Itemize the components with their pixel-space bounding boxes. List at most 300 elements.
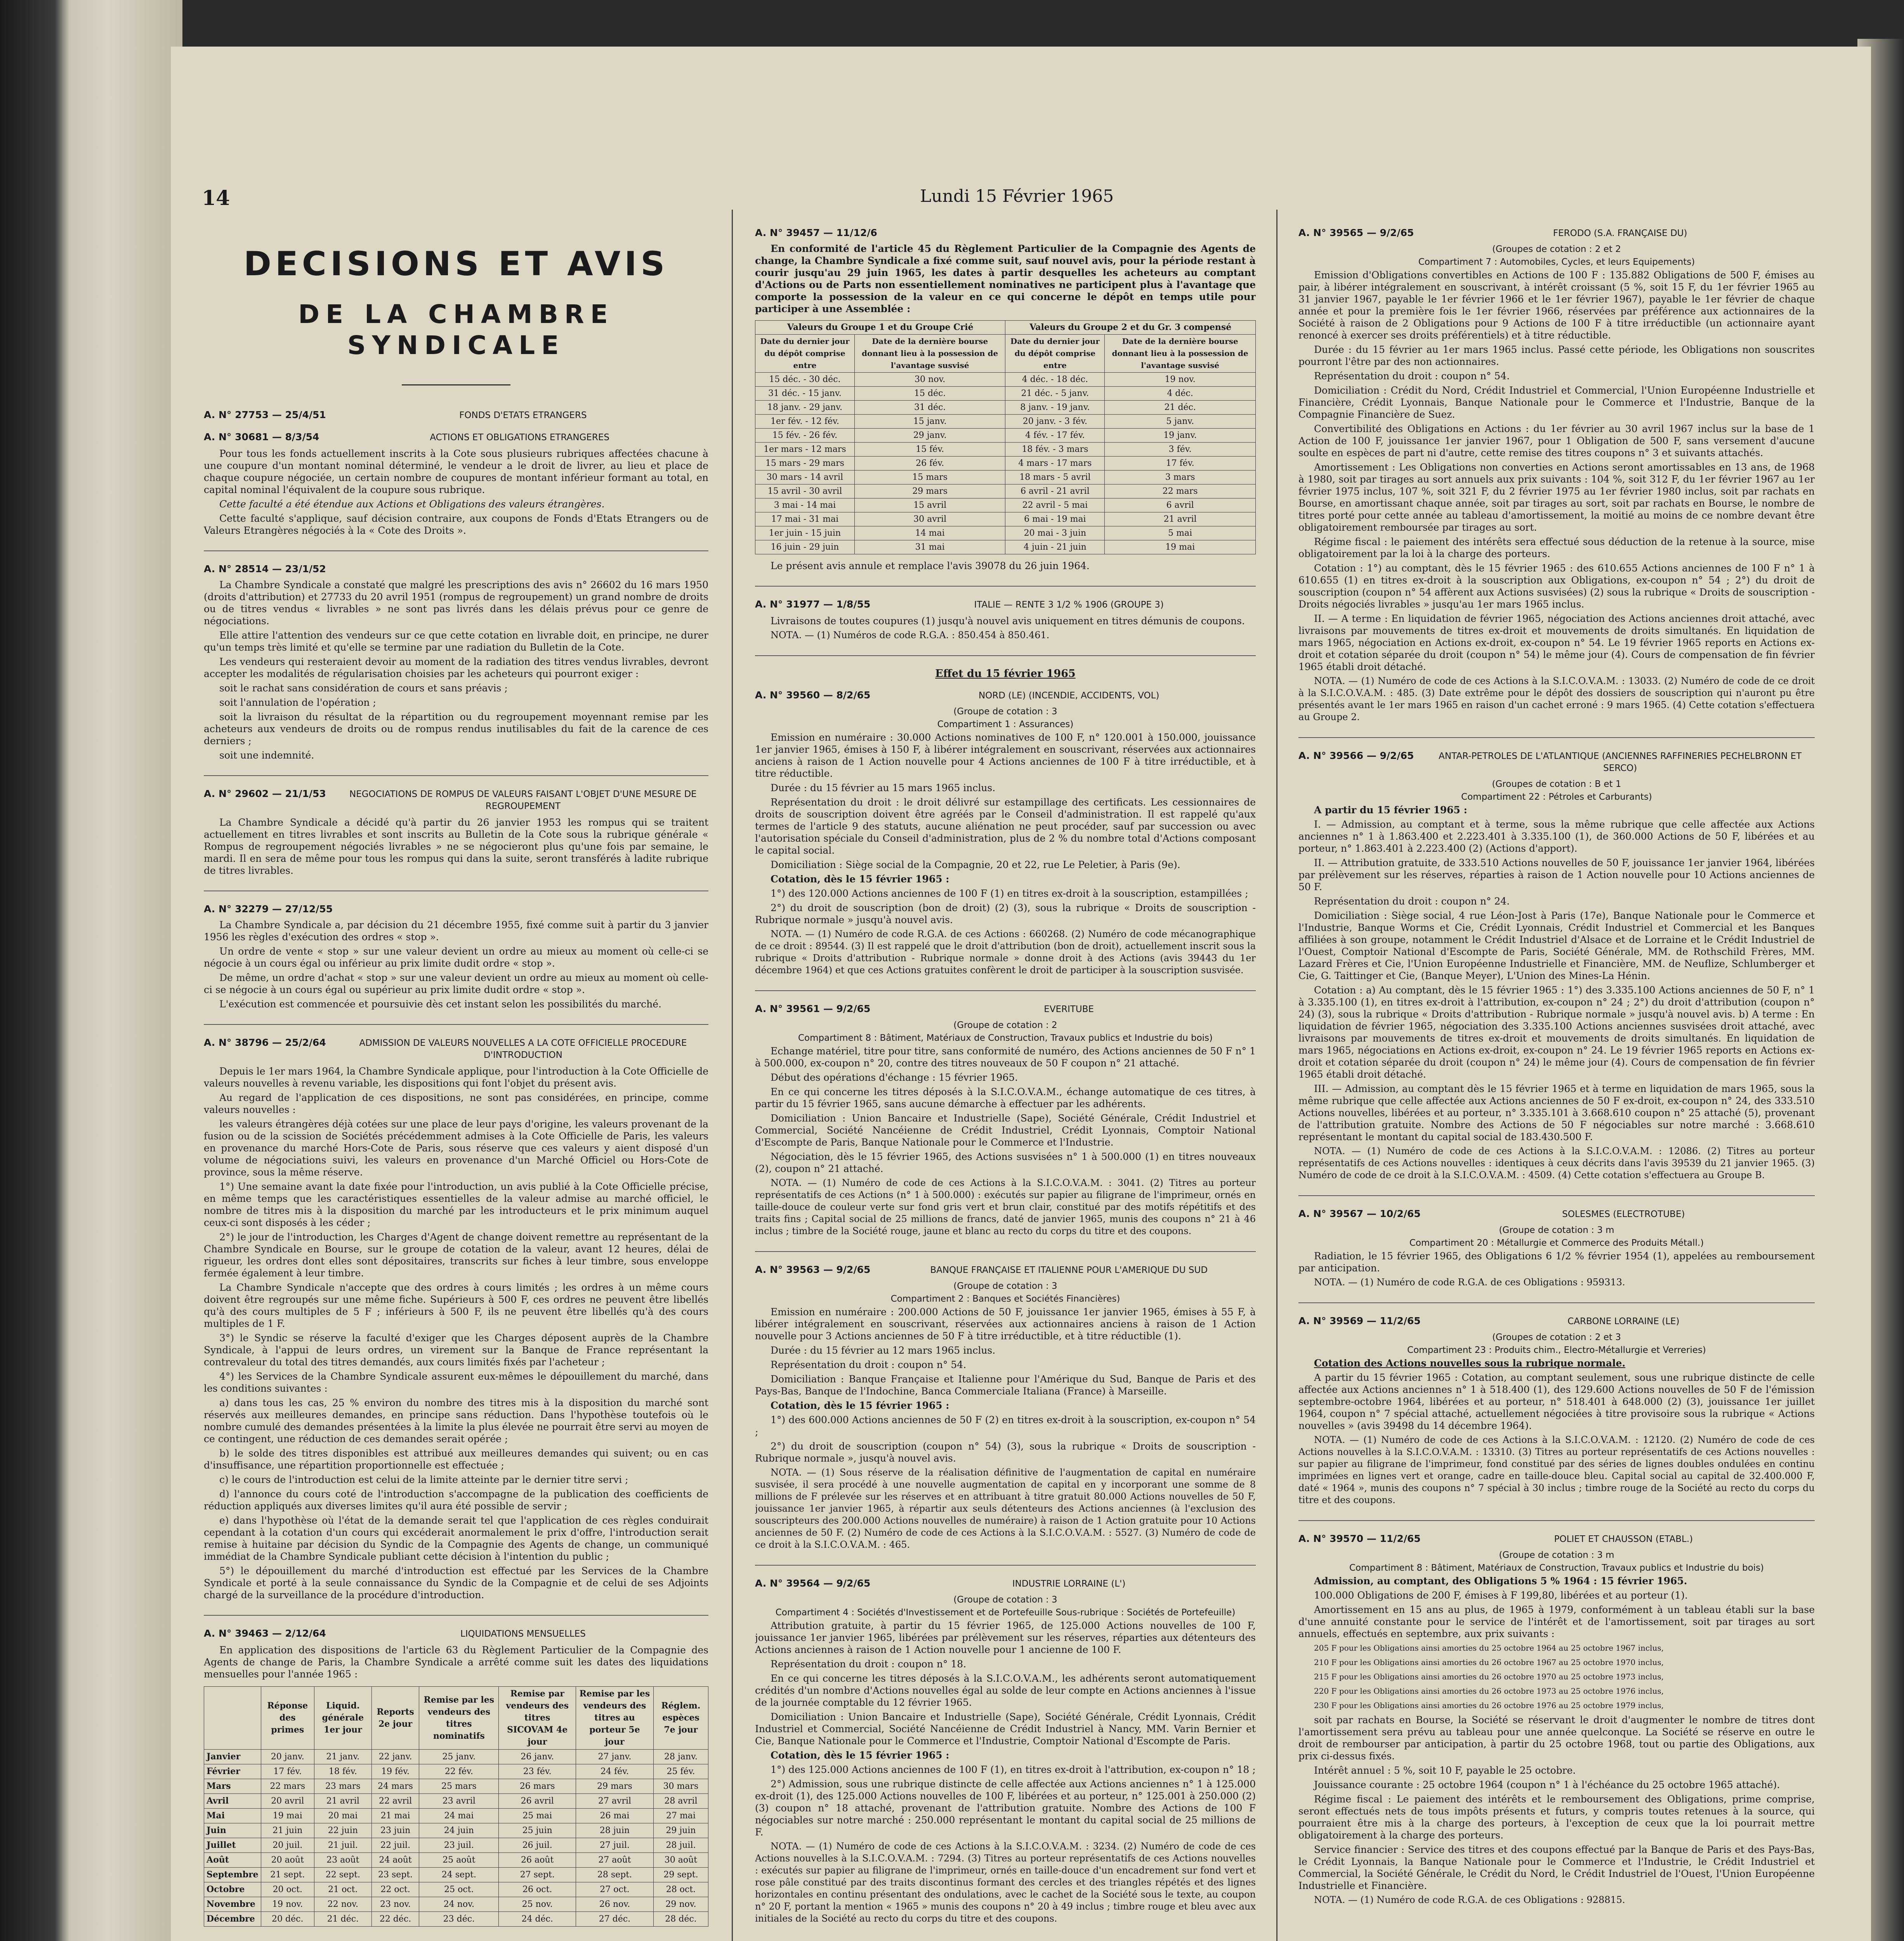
note: NOTA. — (1) Numéro de code R.G.A. de ces Obligations : 928815. (1314, 1894, 1625, 1905)
paragraph: Intérêt annuel : 5 %, soit 10 F, payable le 25 octobre. (1314, 1765, 1576, 1776)
paragraph: 3°) le Syndic se réserve la faculté d'exiger que les Charges déposent auprès de la Chambre Syndicale, à l'appui de leurs ordres, un virement sur la Banque de France représentant la contrevaleur du total des titres demandés, aux cours limités fixés par l'acheteur ; (204, 1332, 708, 1368)
paragraph: Cotation, dès le 15 février 1965 : (771, 1750, 949, 1761)
table-cell: 31 déc. - 15 janv. (755, 387, 855, 401)
paragraph: A partir du 15 février 1965 : Cotation, au comptant seulement, sous une rubrique distincte de celle affectée aux Actions anciennes n° 1 à 518.400 (1), des 129.600 Actions nouvelles de 50 F de l'émission septembre-octobre 1964, libérées et au porteur, n° 518.401 à 648.000 (2) (3), jouissance 1er juillet 1964, coupon n° 7 spécial attaché, actuellement négociées à titre provisoire sous la rubrique « Actions nouvelles » (avis 39498 du 14 décembre 1964). (1298, 1372, 1815, 1431)
list-item: 215 F pour les Obligations ainsi amorties du 26 octobre 1970 au 25 octobre 1973 inclus, (1314, 1672, 1664, 1681)
paragraph: Représentation du droit : coupon n° 18. (771, 1658, 967, 1670)
avis-subject: ACTIONS ET OBLIGATIONS ETRANGERES (430, 432, 610, 443)
table-header: Réponse des primes (261, 1687, 314, 1750)
avis-subject: CARBONE LORRAINE (LE) (1567, 1316, 1680, 1326)
avis-header (1298, 1208, 1815, 1221)
separator (1298, 737, 1815, 738)
avis-number: A. N° 28514 — 23/1/52 (204, 563, 326, 575)
paragraph: Emission d'Obligations convertibles en Actions de 100 F : 135.882 Obligations de 500 F, émises au pair, à libérer intégralement en souscrivant, à intérêt croissant (5 %, soit 15 F, du 1er février 1965 au 31 janvier 1967, payable le 1er février 1966 et le 1er février 1967), payable le 1er février de chaque année et pour la première fois le 1er février 1966, réservées par préférence aux actionnaires de la Société à raison de 2 Obligations pour 9 Actions de 100 F à titre irréductible (un actionnaire ayant renoncé à exercer ses droits préférentiels) et à titre réductible. (1298, 269, 1815, 341)
table-row (204, 1838, 708, 1853)
note: NOTA. — (1) Numéro de code R.G.A. de ces Actions : 660268. (2) Numéro de code mécanographique de ce droit : 89544. (3) Il est rappelé que le droit d'attribution (bon de droit), actuellement inscrit sous la rubrique « Droits d'attribution - Rubrique normale » donne droit à des Actions (avis 39443 du 1er décembre 1964) et que ces Actions gratuites confèrent le droit de participer à la souscription susvisée. (755, 929, 1256, 976)
table-cell: 29 mars (854, 484, 1005, 498)
table-header: Valeurs du Groupe 2 et du Gr. 3 compensé (1005, 321, 1256, 335)
table-cell: 25 août (419, 1853, 499, 1868)
avis-subject: POLIET ET CHAUSSON (ETABL.) (1554, 1534, 1693, 1544)
paragraph: d) l'annonce du cours coté de l'introduction s'accompagne de la publication des coefficients de réduction appliqués aux diverses limites qu'il aura été possible de servir ; (204, 1488, 708, 1512)
avis-subject: SOLESMES (ELECTROTUBE) (1562, 1209, 1685, 1219)
table-header (204, 1687, 261, 1750)
table-row (755, 498, 1256, 512)
avis-number: A. N° 27753 — 25/4/51 (204, 409, 326, 420)
paragraph: Emission en numéraire : 200.000 Actions de 50 F, jouissance 1er janvier 1965, émises à 55 F, à libérer intégralement en souscrivant, réservées aux actionnaires anciens à raison de 1 Action nouvelle pour 3 Actions anciennes de 50 F à titre irréductible, et à titre réductible (1). (755, 1306, 1256, 1342)
table-cell: 20 janv. (261, 1750, 314, 1764)
table-cell: 19 nov. (261, 1897, 314, 1912)
table-cell: Août (204, 1853, 261, 1868)
list-item: soit le rachat sans considération de cours et sans préavis ; (219, 682, 508, 694)
avis-header (1298, 227, 1815, 240)
paragraph: Livraisons de toutes coupures (1) jusqu'à nouvel avis uniquement en titres démunis de coupons. (771, 615, 1245, 627)
avis-number: A. N° 39560 — 8/2/65 (755, 689, 871, 701)
table-cell: 4 mars - 17 mars (1005, 457, 1105, 470)
table-row (755, 512, 1256, 526)
avis-subject: INDUSTRIE LORRAINE (L') (1012, 1579, 1126, 1589)
table-cell: 4 déc. - 18 déc. (1005, 373, 1105, 387)
avis-header (755, 598, 1256, 611)
table-cell: 26 oct. (499, 1882, 576, 1897)
table-cell: 27 juil. (576, 1838, 654, 1853)
separator (755, 655, 1256, 656)
paragraph: Amortissement en 15 ans au plus, de 1965 à 1979, conformément à un tableau établi sur la base d'une annuité constante pour le service de l'intérêt et de l'amortissement, soit par tirages au sort annuels, effectués en septembre, aux prix suivants : (1298, 1604, 1815, 1639)
paragraph: Négociation, dès le 15 février 1965, des Actions susvisées n° 1 à 500.000 (1) en titres nouveaux (2), coupon n° 21 attaché. (755, 1151, 1256, 1174)
avis-subject: NEGOCIATIONS DE ROMPUS DE VALEURS FAISANT L'OBJET D'UNE MESURE DE REGROUPEMENT (349, 789, 697, 811)
table-cell: 20 juil. (261, 1838, 314, 1853)
book-binding-edge (0, 0, 182, 1941)
table-cell: 24 déc. (499, 1912, 576, 1927)
table-cell: 27 janv. (576, 1750, 654, 1764)
avis-subject: LIQUIDATIONS MENSUELLES (460, 1629, 586, 1639)
table-cell: 19 fév. (371, 1764, 419, 1779)
paragraph: L'exécution est commencée et poursuivie dès cet instant selon les possibilités du marché. (219, 998, 662, 1010)
table-header-row (755, 321, 1256, 335)
newspaper-page (171, 47, 1871, 1941)
paragraph: Cotation : a) Au comptant, dès le 15 février 1965 : 1°) des 3.335.100 Actions anciennes de 50 F, n° 1 à 3.335.100 (1), en titres ex-droit à l'attribution, ex-coupon n° 24 ; 2°) du droit d'attribution (coupon n° 24) (3), sous la rubrique « Droits d'attribution - Rubrique normale » jusqu'à nouvel avis. b) A terme : En liquidation de février 1965, négociation des 3.335.100 Actions anciennes susvisées droit attaché, avec livraisons par mouvements de titres ex-droit et mouvements de droits simultanés. En liquidation de mars 1965, négociations en Actions ex-droit, ex-coupon n° 24. Le 19 février 1965 reports en Actions ex-droit et cotation séparée du droit (coupon n° 24) le même jour (4). Cours de compensation de fin février 1965 établi droit détaché. (1298, 984, 1815, 1080)
paragraph: Cotation : 1°) au comptant, dès le 15 février 1965 : des 610.655 Actions anciennes de 100 F n° 1 à 610.655 (1) en titres ex-droit à la souscription aux Obligations, ex-coupon n° 54 ; 2°) du droit de souscription (coupon n° 54 affèrent aux Actions susvisées) (2) sous la rubrique « Droits de souscription - Droits négociés livrables » jusqu'au 1er mars 1965 inclus. (1298, 563, 1815, 610)
table-cell: 26 janv. (499, 1750, 576, 1764)
table-header: Reports 2e jour (371, 1687, 419, 1750)
separator (1298, 1195, 1815, 1196)
list-item: 220 F pour les Obligations ainsi amorties du 26 octobre 1973 au 25 octobre 1976 inclus, (1314, 1686, 1664, 1696)
separator (755, 1565, 1256, 1566)
avis-number: A. N° 39566 — 9/2/65 (1298, 750, 1414, 761)
table-cell: 22 avril (371, 1794, 419, 1809)
avis-number: A. N° 39561 — 9/2/65 (755, 1003, 871, 1014)
avis-subject: ADMISSION DE VALEURS NOUVELLES A LA COTE OFFICIELLE PROCEDURE D'INTRODUCTION (359, 1038, 687, 1060)
table-cell: 30 nov. (854, 373, 1005, 387)
table-cell: 20 mai - 3 juin (1005, 526, 1105, 540)
table-cell: 20 mai (314, 1809, 371, 1823)
table-cell: Janvier (204, 1750, 261, 1764)
compartment: Compartiment 8 : Bâtiment, Matériaux de Construction, Travaux publics et Industrie du bois) (798, 1033, 1213, 1043)
table-cell: 8 janv. - 19 janv. (1005, 401, 1105, 415)
table-cell: 28 juin (576, 1823, 654, 1838)
column-2 (755, 217, 1256, 1941)
table-cell: 23 sept. (371, 1868, 419, 1882)
table-cell: 27 oct. (576, 1882, 654, 1897)
paragraph: Service financier : Service des titres et des coupons effectué par la Banque de Paris et des Pays-Bas, le Crédit Lyonnais, la Banque Nationale pour le Commerce et l'Industrie, le Crédit Industriel et Commercial, la Société Générale, le Crédit du Nord, le Crédit Industriel de l'Ouest, l'Union Européenne Industrielle et Financière. (1298, 1844, 1815, 1891)
page-number: 14 (202, 186, 230, 210)
paragraph: Cette faculté a été étendue aux Actions et Obligations des valeurs étrangères. (219, 498, 605, 510)
table-row (204, 1912, 708, 1927)
table-cell: 5 mai (1105, 526, 1256, 540)
table-cell: 21 déc. (1105, 401, 1256, 415)
table-cell: 26 mars (499, 1779, 576, 1794)
paragraph: Représentation du droit : le droit délivré sur estampillage des certificats. Les cessionnaires de droits de souscription doivent être agréés par le Conseil d'administration. Il est rappelé qu'aux termes de l'article 9 des statuts, aucune aliénation ne peut procéder, sauf par succession ou avec l'autorisation spéciale du Conseil d'administration, plus de 2 % du nombre total d'Actions composant le capital social. (755, 797, 1256, 856)
table-cell: 28 juil. (653, 1838, 708, 1853)
paragraph: Domiciliation : Crédit du Nord, Crédit Industriel et Commercial, l'Union Européenne Industrielle et Financière, Crédit Lyonnais, Banque Nationale pour le Commerce et l'Industrie, Banque de la Compagnie Financière de Suez. (1298, 385, 1815, 420)
avis-number: A. N° 39564 — 9/2/65 (755, 1578, 871, 1589)
note: NOTA. — (1) Numéros de code R.G.A. : 850.454 à 850.461. (771, 630, 1050, 641)
table-row (755, 429, 1256, 443)
table-cell: 26 avril (499, 1794, 576, 1809)
table-cell: 23 fév. (499, 1764, 576, 1779)
table-cell: 22 juin (314, 1823, 371, 1838)
list-item: soit l'annulation de l'opération ; (219, 697, 376, 708)
avis-subject: ANTAR-PETROLES DE L'ATLANTIQUE (ANCIENNES RAFFINERIES PECHELBRONN ET SERCO) (1439, 751, 1802, 773)
table-cell: 21 avril (314, 1794, 371, 1809)
table-cell: 22 oct. (371, 1882, 419, 1897)
paragraph: De même, un ordre d'achat « stop » sur une valeur devient un ordre au mieux au moment où celle-ci se négocie à un cours égal ou supérieur au prix limite dudit ordre « stop ». (204, 972, 708, 995)
column-1 (204, 217, 708, 1941)
paragraph: La Chambre Syndicale a, par décision du 21 décembre 1955, fixé comme suit à partir du 3 janvier 1956 les règles d'exécution des ordres « stop ». (204, 919, 708, 943)
table-cell: 27 août (576, 1853, 654, 1868)
paragraph: 1°) Une semaine avant la date fixée pour l'introduction, un avis publié à la Cote Officielle précise, en même temps que les caractéristiques essentielles de la valeur admise au marché officiel, le nombre de titres mis à la disposition du marché par les introducteurs et le prix minimum auquel ceux-ci sont disposés à les céder ; (204, 1181, 708, 1228)
table-cell: 27 mai (653, 1809, 708, 1823)
table-cell: 15 déc. (854, 387, 1005, 401)
avis-number: A. N° 30681 — 8/3/54 (204, 431, 319, 443)
paragraph: 2°) le jour de l'introduction, les Charges d'Agent de change doivent remettre au représentant de la Chambre Syndicale en Bourse, sur le groupe de cotation de la valeur, avant 12 heures, délai de rigueur, les ordres dont elles sont dépositaires, transcrits sur fiches à leur timbre, sous enveloppe fermée également à leur timbre. (204, 1231, 708, 1279)
table-body (755, 373, 1256, 554)
table-cell: 25 oct. (419, 1882, 499, 1897)
avis-number: A. N° 39570 — 11/2/65 (1298, 1533, 1421, 1544)
cotation-group: (Groupe de cotation : 3 (953, 707, 1057, 717)
paragraph: En ce qui concerne les titres déposés à la S.I.C.O.V.A.M., échange automatique de ces titres, à partir du 15 février 1965, sans aucune démarche à effectuer par les adhérents. (755, 1086, 1256, 1109)
table-cell: 28 oct. (653, 1882, 708, 1897)
table-row (204, 1750, 708, 1764)
table-cell: 29 sept. (653, 1868, 708, 1882)
table-cell: 15 janv. (854, 415, 1005, 429)
title-rule (402, 384, 510, 385)
table-header: Liquid. générale 1er jour (314, 1687, 371, 1750)
paragraph: En conformité de l'article 45 du Règlement Particulier de la Compagnie des Agents de change, la Chambre Syndicale a fixé comme suit, sauf nouvel avis, pour la période restant à courir jusqu'au 29 juin 1965, les dates à partir desquelles les acheteurs au comptant d'Actions ou de Parts non essentiellement nominatives ne participent plus à l'avantage que comporte la possession de la valeur en ce qui concerne le dépôt en temps utile pour participer à une Assemblée : (755, 243, 1256, 314)
table-cell: 24 nov. (419, 1897, 499, 1912)
paragraph: I. — Admission, au comptant et à terme, sous la même rubrique que celle affectée aux Actions anciennes n° 1 à 1.863.400 et 2.223.401 à 3.335.100 (1), de 360.000 Actions de 50 F, libérées et au porteur, n° 1.863.401 à 2.223.400 (2) (Actions d'apport). (1298, 819, 1815, 854)
compartment: Compartiment 2 : Banques et Sociétés Financières) (890, 1294, 1120, 1304)
paragraph: Domiciliation : Union Bancaire et Industrielle (Sape), Société Générale, Crédit Lyonnais, Crédit Industriel et Commercial, Société Nancéienne de Crédit Industriel à Nancy, MM. Varin Bernier et Cie, Banque Nationale pour le Commerce et l'Industrie, Comptoir National d'Escompte de Paris. (755, 1711, 1256, 1747)
table-cell: 26 juil. (499, 1838, 576, 1853)
paragraph: 4°) les Services de la Chambre Syndicale assurent eux-mêmes le dépouillement du marché, dans les conditions suivantes : (204, 1371, 708, 1394)
paragraph: Les vendeurs qui resteraient devoir au moment de la radiation des titres vendus livrables, devront accepter les modalités de régularisation choisies par les acheteurs qui pourront exiger : (204, 656, 708, 679)
avis-subject: FONDS D'ETATS ETRANGERS (459, 410, 587, 420)
paragraph: a) dans tous les cas, 25 % environ du nombre des titres mis à la disposition du marché sont réservés aux meilleures demandes, en principe sans réduction. Dans l'hypothèse toutefois où le nombre cumulé des demandes présentées à la limite la plus élevée ne pourrait être servi au moyen de ce contingent, une réduction de ces demandes serait opérée ; (204, 1397, 708, 1444)
table-cell: Décembre (204, 1912, 261, 1927)
avis-header (204, 409, 708, 422)
avis-header (1298, 1533, 1815, 1545)
table-cell: 24 août (371, 1853, 419, 1868)
table-cell: 31 mai (854, 540, 1005, 554)
table-header: Remise par les vendeurs des titres nominatifs (419, 1687, 499, 1750)
table-cell: 29 nov. (653, 1897, 708, 1912)
paragraph: La Chambre Syndicale a constaté que malgré les prescriptions des avis n° 26602 du 16 mars 1950 (droits d'attribution) et 27733 du 20 avril 1951 (rompus de regroupement) un grand nombre de droits ou de titres vendus « livrables » ne sont pas livrés dans les délais prévus pour ce genre de négociations. (204, 579, 708, 627)
table-header-row (204, 1687, 708, 1750)
table-row (755, 387, 1256, 401)
table-header: Date de la dernière bourse donnant lieu à la possession de l'avantage susvisé (1105, 335, 1256, 373)
table-cell: 31 déc. (854, 401, 1005, 415)
table-cell: 29 janv. (854, 429, 1005, 443)
running-head-date: Lundi 15 Février 1965 (920, 186, 1114, 206)
table-cell: 3 mai - 14 mai (755, 498, 855, 512)
table-cell: 17 fév. (1105, 457, 1256, 470)
paragraph: Domiciliation : Siège social de la Compagnie, 20 et 22, rue Le Peletier, à Paris (9e). (771, 859, 1180, 870)
avis-header (204, 431, 708, 444)
avis-header (204, 903, 708, 915)
avis-subject: BANQUE FRANÇAISE ET ITALIENNE POUR L'AMERIQUE DU SUD (930, 1265, 1208, 1275)
table-cell: 16 juin - 29 juin (755, 540, 855, 554)
table-cell: 25 fév. (653, 1764, 708, 1779)
list-item: 230 F pour les Obligations ainsi amorties du 26 octobre 1976 au 25 octobre 1979 inclus, (1314, 1701, 1664, 1710)
paragraph: Représentation du droit : coupon n° 54. (771, 1359, 967, 1370)
table-cell: 21 sept. (261, 1868, 314, 1882)
paragraph: 1°) des 600.000 Actions anciennes de 50 F (2) en titres ex-droit à la souscription, ex-coupon n° 54 ; (755, 1414, 1256, 1438)
table-row (204, 1823, 708, 1838)
table-cell: 23 juin (371, 1823, 419, 1838)
table-cell: 18 fév. - 3 mars (1005, 443, 1105, 457)
table-cell: 3 mars (1105, 470, 1256, 484)
paragraph: e) dans l'hypothèse où l'état de la demande serait tel que l'application de ces règles conduirait cependant à la cotation d'un cours qui excéderait anormalement le prix d'offre, l'introduction serait remise à huitaine par décision du Syndic de la Compagnie des Agents de change, un communiqué immédiat de la Chambre Syndicale publiant cette décision à l'intention du public ; (204, 1515, 708, 1562)
table-cell: 17 fév. (261, 1764, 314, 1779)
table-header: Valeurs du Groupe 1 et du Groupe Crié (755, 321, 1005, 335)
table-row (755, 540, 1256, 554)
compartment: Compartiment 20 : Métallurgie et Commerce des Produits Métall.) (1409, 1238, 1704, 1248)
table-cell: 29 juin (653, 1823, 708, 1838)
note: NOTA. — (1) Numéro de code de ces Actions à la S.I.C.O.V.A.M. : 12120. (2) Numéro de code de ces Actions nouvelles à la S.I.C.O.V.A.M. : 13310. (3) Titres au porteur représentatifs de ces Actions nouvelles : sur papier au filigrane de l'imprimeur, fond constitué par des séries de lignes doubles ondulées en continu imprimées en lignes vert et orange, cadre en taille-douce bleu. Capital social au capital de 32.400.000 F, daté « 1964 », munis des coupons n° 7 spécial à 30 inclus ; timbre rouge de la Société au recto du corps du titre et des coupons. (1298, 1434, 1815, 1505)
table-row (204, 1779, 708, 1794)
table-cell: 21 déc. (314, 1912, 371, 1927)
paragraph: La Chambre Syndicale a décidé qu'à partir du 26 janvier 1953 les rompus qui se traitent actuellement en titres livrables et sont inscrits au Bulletin de la Cote sous la rubrique générale « Rompus de regroupement négociés livrables » ne se négocieront plus qu'une fois par semaine, le mardi. Il en sera de même pour tous les rompus qui dans la suite, seront transférés à ladite rubrique de titres livrables. (204, 817, 708, 876)
table-header-row (755, 335, 1256, 373)
table-cell: 4 déc. (1105, 387, 1256, 401)
assembly-dates-table (755, 320, 1256, 554)
table-cell: 27 avril (576, 1794, 654, 1809)
note: NOTA. — (1) Numéro de code de ces Actions à la S.I.C.O.V.A.M. : 12086. (2) Titres au porteur représentatifs de ces Actions nouvelles : identiques à ceux décrits dans l'avis 39539 du 21 janvier 1965. (3) Numéro de code de ce droit à la S.I.C.O.V.A.M. : 4509. (4) Cette cotation s'effectuera au Groupe B. (1298, 1146, 1815, 1181)
table-cell: 23 mars (314, 1779, 371, 1794)
paragraph: Représentation du droit : coupon n° 24. (1314, 896, 1510, 907)
paragraph: Durée : du 15 février au 15 mars 1965 inclus. (771, 782, 996, 793)
table-cell: 22 sept. (314, 1868, 371, 1882)
avis-number: A. N° 39567 — 10/2/65 (1298, 1208, 1421, 1219)
table-header: Date du dernier jour du dépôt comprise entre (1005, 335, 1105, 373)
table-cell: 22 déc. (371, 1912, 419, 1927)
table-cell: 4 fév. - 17 fév. (1005, 429, 1105, 443)
note: NOTA. — (1) Numéro de code de ces Actions à la S.I.C.O.V.A.M. : 3234. (2) Numéro de code de ces Actions nouvelles à la S.I.C.O.V.A.M. : 7294. (3) Titres au porteur représentatifs de ces Actions nouvelles : exécutés sur papier au filigrane de l'imprimeur, ornés en taille-douce d'un encadrement sur fond vert et rose pâle constitué par des traits discontinus formant des cercles et des triangles répétés et des lignes horizontales en continu présentant des ondulations, avec le cachet de la Société sous le texte, au coupon n° 20 F, portant la mention « 1965 » munis des coupons n° 20 à 49 inclus ; timbre rouge et bleu avec aux initiales de la Société au recto du corps du titre et des coupons. (755, 1841, 1256, 1924)
avis-subject: ITALIE — RENTE 3 1/2 % 1906 (GROUPE 3) (974, 600, 1164, 610)
table-header: Remise par vendeurs des titres SICOVAM 4e jour (499, 1687, 576, 1750)
paragraph: 2°) du droit de souscription (coupon n° 54) (3), sous la rubrique « Droits de souscription - Rubrique normale », jusqu'à nouvel avis. (755, 1441, 1256, 1464)
cotation-group: (Groupe de cotation : 3 (953, 1595, 1057, 1605)
paragraph: A partir du 15 février 1965 : (1314, 804, 1467, 816)
table-cell: 20 janv. - 3 fév. (1005, 415, 1105, 429)
table-cell: 3 fév. (1105, 443, 1256, 457)
compartment: Compartiment 8 : Bâtiment, Matériaux de Construction, Travaux publics et Industrie du bois) (1349, 1563, 1764, 1573)
compartment: Compartiment 7 : Automobiles, Cycles, et leurs Equipements) (1418, 257, 1695, 267)
table-cell: 30 mars (653, 1779, 708, 1794)
table-cell: 15 mars - 29 mars (755, 457, 855, 470)
table-cell: 15 avril - 30 avril (755, 484, 855, 498)
separator (204, 1024, 708, 1025)
paragraph: Durée : du 15 février au 1er mars 1965 inclus. Passé cette période, les Obligations non souscrites pourront l'être par des non actionnaires. (1298, 344, 1815, 367)
table-cell: 24 fév. (576, 1764, 654, 1779)
table-cell: 25 mai (499, 1809, 576, 1823)
paragraph: II. — Attribution gratuite, de 333.510 Actions nouvelles de 50 F, jouissance 1er janvier 1964, libérées par prélèvement sur les réserves, réparties à raison de 1 Action nouvelle pour 10 Actions anciennes de 50 F. (1298, 857, 1815, 892)
table-cell: 26 août (499, 1853, 576, 1868)
table-header: Remise par les vendeurs des titres au porteur 5e jour (576, 1687, 654, 1750)
avis-number: A. N° 39457 — 11/12/6 (755, 227, 877, 238)
avis-header (1298, 750, 1815, 774)
paragraph: les valeurs étrangères déjà cotées sur une place de leur pays d'origine, les valeurs provenant de la fusion ou de la scission de Sociétés précédemment admises à la Cote Officielle de Paris, les valeurs en provenance du marché Hors-Cote de Paris, sous réserve que ces valeurs y aient disposé d'un volume de négociations suivi, les valeurs en provenance d'un Marché Officiel ou Hors-Cote de province, sous la même réserve. (204, 1118, 708, 1178)
table-cell: 23 nov. (371, 1897, 419, 1912)
paragraph: Admission, au comptant, des Obligations 5 % 1964 : 15 février 1965. (1314, 1575, 1687, 1587)
table-cell: 19 mai (261, 1809, 314, 1823)
table-cell: Juillet (204, 1838, 261, 1853)
paragraph: La Chambre Syndicale n'accepte que des ordres à cours limités ; les ordres à un même cours doivent être regroupés sur une même fiche. Supérieurs à 500 F, ces ordres ne peuvent être libellés qu'à des cours multiples de 5 F ; inférieurs à 500 F, ils ne peuvent être libellés qu'à des cours multiples de 1 F. (204, 1282, 708, 1329)
avis-header (204, 788, 708, 813)
compartment: Compartiment 4 : Sociétés d'Investissement et de Portefeuille Sous-rubrique : Sociétés de Portefeuille) (775, 1608, 1236, 1618)
table-cell: 22 fév. (419, 1764, 499, 1779)
table-cell: 30 mars - 14 avril (755, 470, 855, 484)
cotation-group: (Groupes de cotation : 2 et 2 (1492, 244, 1621, 254)
table-cell: Octobre (204, 1882, 261, 1897)
paragraph: 100.000 Obligations de 200 F, émises à F 199,80, libérées et au porteur (1). (1314, 1590, 1688, 1601)
table-cell: 23 août (314, 1853, 371, 1868)
table-cell: 26 mai (576, 1809, 654, 1823)
table-cell: Mars (204, 1779, 261, 1794)
table-cell: Avril (204, 1794, 261, 1809)
separator (755, 990, 1256, 991)
note: NOTA. — (1) Numéro de code R.G.A. de ces Obligations : 959313. (1314, 1277, 1625, 1288)
avis-header (1298, 1315, 1815, 1328)
table-header: Réglem. espèces 7e jour (653, 1687, 708, 1750)
table-row (755, 470, 1256, 484)
main-title: DECISIONS ET AVIS (243, 245, 669, 283)
table-cell: Juin (204, 1823, 261, 1838)
table-cell: 28 janv. (653, 1750, 708, 1764)
paragraph: Jouissance courante : 25 octobre 1964 (coupon n° 1 à l'échéance du 25 octobre 1965 attaché). (1314, 1779, 1780, 1790)
paragraph: Emission en numéraire : 30.000 Actions nominatives de 100 F, n° 120.001 à 150.000, jouissance 1er janvier 1965, émises à 150 F, à libérer intégralement en souscrivant, réservées aux actionnaires anciens à raison de 1 Action nouvelle pour 4 Actions anciennes de 100 F à titre irréductible, et à titre réductible. (755, 732, 1256, 779)
paragraph: 5°) le dépouillement du marché d'introduction est effectué par les Services de la Chambre Syndicale et porté à la seule connaissance du Syndic de la Compagnie et de celui de ses Adjoints chargé de la surveillance de la procédure d'introduction. (204, 1565, 708, 1601)
avis-number: A. N° 32279 — 27/12/55 (204, 903, 333, 915)
paragraph: Représentation du droit : coupon n° 54. (1314, 370, 1510, 382)
table-cell: 1er fév. - 12 fév. (755, 415, 855, 429)
avis-number: A. N° 29602 — 21/1/53 (204, 788, 326, 799)
table-cell: 5 janv. (1105, 415, 1256, 429)
list-item: 210 F pour les Obligations ainsi amorties du 26 octobre 1967 au 25 octobre 1970 inclus, (1314, 1658, 1664, 1667)
table-cell: 22 nov. (314, 1897, 371, 1912)
table-row (755, 484, 1256, 498)
table-cell: 6 mai - 19 mai (1005, 512, 1105, 526)
table-cell: 25 mars (419, 1779, 499, 1794)
table-cell: 18 fév. (314, 1764, 371, 1779)
paragraph: Domiciliation : Union Bancaire et Industrielle (Sape), Société Générale, Crédit Industriel et Commercial, Société Nancéienne de Crédit Industriel, Crédit Lyonnais, Comptoir National d'Escompte de Paris, Banque Nationale pour le Commerce et l'Industrie. (755, 1113, 1256, 1148)
separator (1298, 1520, 1815, 1521)
avis-number: A. N° 39563 — 9/2/65 (755, 1264, 871, 1275)
paragraph: Cotation, dès le 15 février 1965 : (771, 873, 949, 885)
separator (204, 550, 708, 551)
avis-header (755, 1264, 1256, 1276)
note: NOTA. — (1) Sous réserve de la réalisation définitive de l'augmentation de capital en numéraire susvisée, il sera procédé à une nouvelle augmentation de capital en y incorporant une somme de 8 millions de F prélevée sur les réserves et en attribuant à titre gratuit 80.000 Actions nouvelles de 50 F, jouissance 1er janvier 1965, à répartir aux seuls détenteurs des Actions anciennes (à l'exclusion des souscripteurs des 200.000 Actions nouvelles de numéraire) à raison de 1 Action gratuite pour 10 Actions anciennes de 50 F. (2) Numéro de code de ces Actions à la S.I.C.O.V.A.M. : 5527. (3) Numéro de code de ce droit à la S.I.C.O.V.A.M. : 465. (755, 1467, 1256, 1550)
avis-number: A. N° 39565 — 9/2/65 (1298, 227, 1414, 238)
paragraph: Cette faculté s'applique, sauf décision contraire, aux coupons de Fonds d'Etats Etrangers ou de Valeurs Etrangères négociés à la « Cote des Droits ». (204, 513, 708, 536)
table-cell: 22 mars (1105, 484, 1256, 498)
paragraph: soit par rachats en Bourse, la Société se réservant le droit d'augmenter le nombre de titres dont l'amortissement sera prévu au tableau pour une année quelconque. La Société se réserve en outre le droit de rembourser par anticipation, à partir du 25 octobre 1968, tout ou partie des Obligations, aux prix ci-dessus fixés. (1298, 1714, 1815, 1762)
table-cell: 21 janv. (314, 1750, 371, 1764)
table-cell: 21 avril (1105, 512, 1256, 526)
table-cell: 15 déc. - 30 déc. (755, 373, 855, 387)
list-item: soit la livraison du résultat de la répartition ou du regroupement moyennant remise par les acheteurs aux vendeurs de droits ou de rompus rendus inutilisables du fait de la carence de ces derniers ; (204, 711, 708, 747)
compartment: Compartiment 22 : Pétroles et Carburants) (1461, 792, 1652, 802)
paragraph: Le présent avis annule et remplace l'avis 39078 du 26 juin 1964. (771, 560, 1090, 571)
table-cell: 26 nov. (576, 1897, 654, 1912)
paragraph: Attribution gratuite, à partir du 15 février 1965, de 125.000 Actions nouvelles de 100 F, jouissance 1er janvier 1965, libérées par prélèvement sur les réserves, réparties aux détenteurs des Actions anciennes à raison de 1 Action nouvelle pour 1 ancienne de 100 F. (755, 1620, 1256, 1655)
paragraph: Cotation, dès le 15 février 1965 : (771, 1400, 949, 1411)
avis-header (204, 1036, 708, 1061)
paragraph: II. — A terme : En liquidation de février 1965, négociation des Actions anciennes droit attaché, avec livraisons par mouvements de titres ex-droit et mouvements de droits simultanés. En liquidation de mars 1965, négociation en Actions ex-droit, ex-coupon n° 54. Le 19 février 1965 reports en Actions ex-droit et cotation séparée du droit (coupon n° 54) le même jour (4). Cours de compensation de fin février 1965 établi droit détaché. (1298, 613, 1815, 672)
table-row (755, 457, 1256, 470)
table-cell: Mai (204, 1809, 261, 1823)
paragraph: Un ordre de vente « stop » sur une valeur devient un ordre au mieux au moment où celle-ci se négocie à un cours égal ou inférieur au prix limite dudit ordre « stop ». (204, 946, 708, 969)
table-cell: 24 juin (419, 1823, 499, 1838)
paragraph: En ce qui concerne les titres déposés à la S.I.C.O.V.A.M., les adhérents seront automatiquement crédités d'un nombre d'Actions nouvelles égal au solde de leur compte en Actions anciennes à l'issue de la journée comptable du 12 février 1965. (755, 1673, 1256, 1708)
note: NOTA. — (1) Numéro de code de ces Actions à la S.I.C.O.V.A.M. : 3041. (2) Titres au porteur représentatifs de ces Actions (n° 1 à 500.000) : exécutés sur papier au filigrane de l'imprimeur, ornés en taille-douce de couleur verte sur fond gris vert et brun clair, constitué par des motifs répétitifs et des traits fins ; Capital social de 25 millions de francs, daté de janvier 1965, munis des coupons n° 21 à 46 inclus ; timbre de la Société rouge, jaune et blanc au recto du corps du titre et des coupons. (755, 1177, 1256, 1236)
table-cell: 20 avril (261, 1794, 314, 1809)
avis-subject: FERODO (S.A. FRANÇAISE DU) (1553, 228, 1687, 238)
table-cell: 29 mars (576, 1779, 654, 1794)
table-cell: 15 fév. - 26 fév. (755, 429, 855, 443)
paragraph: 2°) du droit de souscription (bon de droit) (2) (3), sous la rubrique « Droits de souscription - Rubrique normale » jusqu'à nouvel avis. (755, 902, 1256, 925)
table-cell: 23 avril (419, 1794, 499, 1809)
table-cell: 15 mars (854, 470, 1005, 484)
table-cell: 20 août (261, 1853, 314, 1868)
table-cell: 25 janv. (419, 1750, 499, 1764)
note: NOTA. — (1) Numéro de code de ces Actions à la S.I.C.O.V.A.M. : 13033. (2) Numéro de code de ce droit à la S.I.C.O.V.A.M. : 485. (3) Date extrême pour le dépôt des dossiers de souscription qui n'auront pu être présentés avant le 1er mars 1965 en raison d'un cachet erroné : 9 mars 1965. (4) Cette cotation s'effectuera au Groupe 2. (1298, 675, 1815, 722)
table-row (755, 373, 1256, 387)
table-row (204, 1853, 708, 1868)
table-row (755, 443, 1256, 457)
table-cell: 6 avril - 21 avril (1005, 484, 1105, 498)
table-header: Date du dernier jour du dépôt comprise entre (755, 335, 855, 373)
table-cell: 21 juin (261, 1823, 314, 1838)
table-cell: 19 mai (1105, 540, 1256, 554)
table-cell: 30 août (653, 1853, 708, 1868)
column-3 (1298, 217, 1815, 1941)
avis-number: A. N° 31977 — 1/8/55 (755, 599, 871, 610)
paragraph: b) le solde des titres disponibles est attribué aux meilleures demandes qui suivent; ou en cas d'insuffisance, une répartition proportionnelle est effectuée ; (204, 1448, 708, 1471)
avis-header (204, 1627, 708, 1640)
compartment: Compartiment 1 : Assurances) (937, 719, 1074, 729)
table-row (755, 401, 1256, 415)
table-cell: 28 avril (653, 1794, 708, 1809)
main-subtitle: DE LA CHAMBRE SYNDICALE (298, 299, 614, 360)
table-row (755, 526, 1256, 540)
column-rule-1 (732, 210, 733, 1941)
paragraph: Cotation des Actions nouvelles sous la rubrique normale. (1314, 1358, 1626, 1369)
table-cell: 21 mai (371, 1809, 419, 1823)
table-cell: 28 déc. (653, 1912, 708, 1927)
avis-header (755, 1577, 1256, 1590)
paragraph: Domiciliation : Banque Française et Italienne pour l'Amérique du Sud, Banque de Paris et des Pays-Bas, Banque de l'Indochine, Banca Commerciale Italiana (France) à Marseille. (755, 1373, 1256, 1397)
